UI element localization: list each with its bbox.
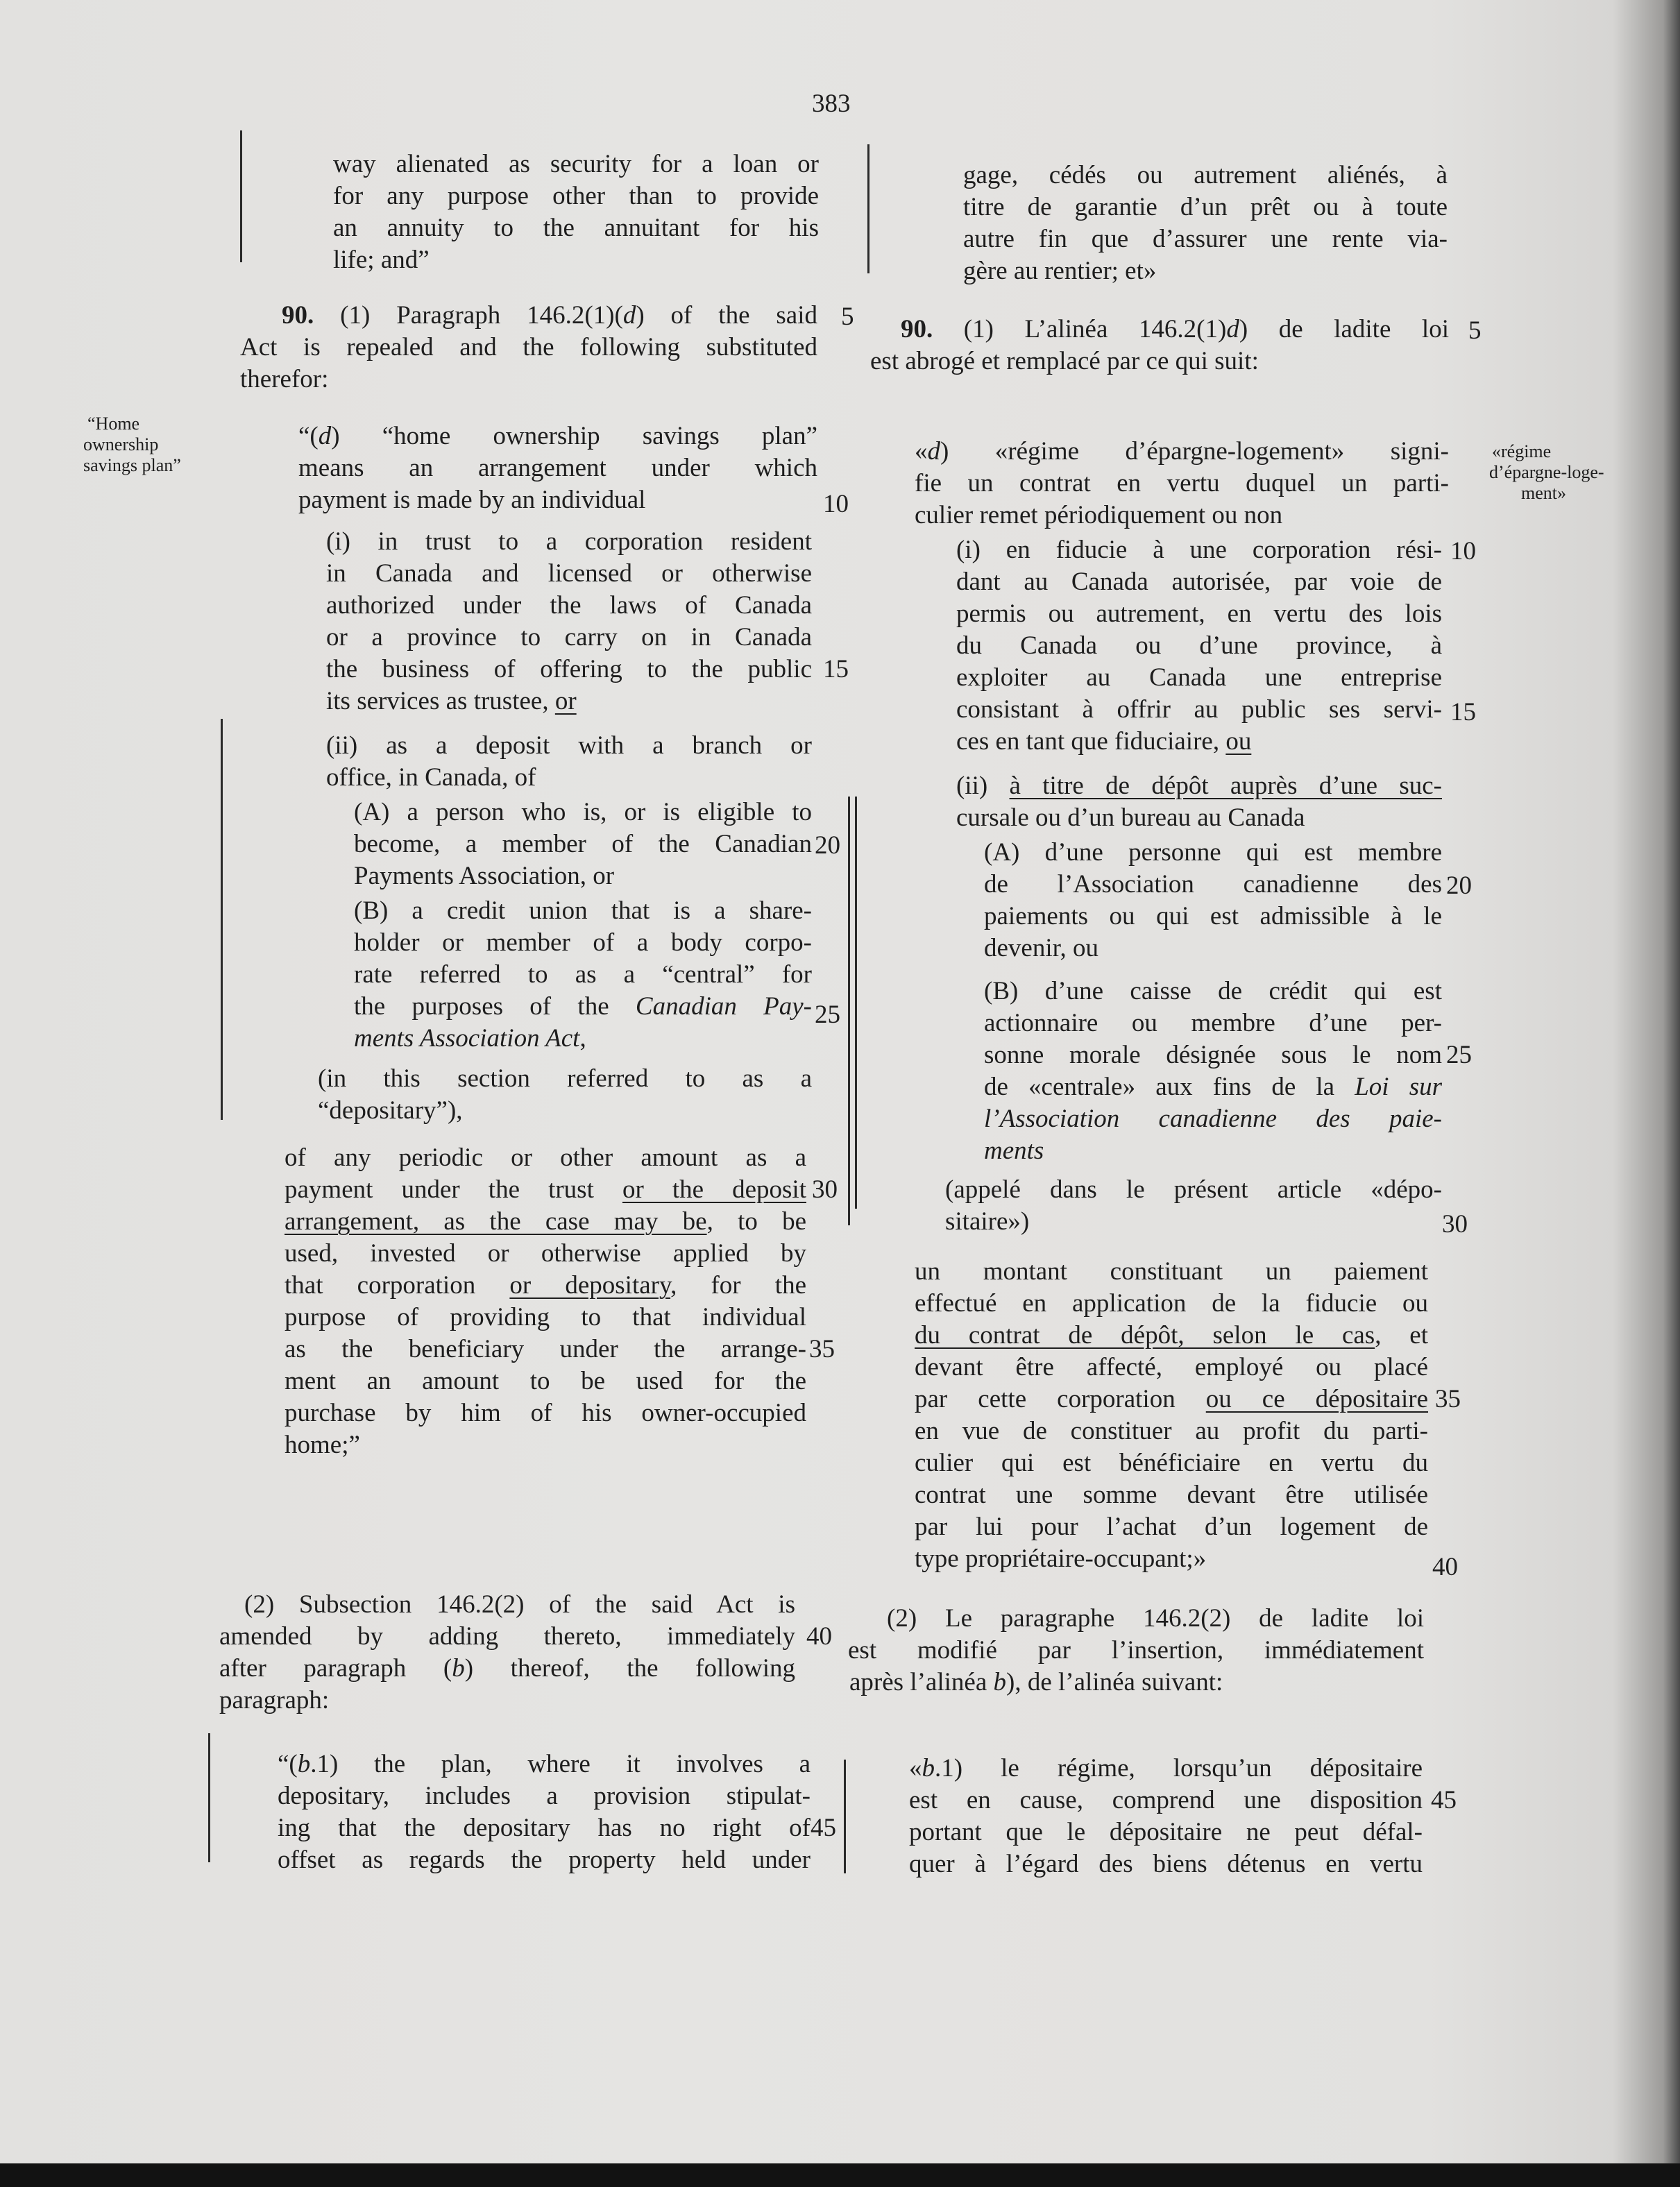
fr-tail: un montant constituant un paiement effectué en application de la fiducie ou du contrat de dépôt, selon le cas, et devant être affecté, employé ou placé par cette corporation ou ce dépositaire en vue de constituer au profit du parti- culier qui est bénéficiaire en vertu du contrat une somme devant être utilisée par lui pour l’achat d’un logement de type propriétaire-occupant;» — [915, 1257, 1429, 1573]
fr-line-number: 35 — [1435, 1385, 1461, 1413]
en-item-i: (i) in trust to a corporation resident in Canada and licensed or otherwise authorized under the laws of Canada or a province to carry on in Canada the business of offering to the public its services as trustee, or — [326, 527, 812, 715]
en-line-number: 5 — [841, 303, 854, 331]
en-tail: of any periodic or other amount as a payment under the trust or the deposit arrangement, as the case may be, to be used, invested or otherwise applied by that corporation or depositary, for the purpose of providing to that individual as the beneficiary under the arrange- ment an amount to be used for the purchase by him of his owner-occupied home;” — [285, 1143, 806, 1459]
revision-bar — [221, 719, 223, 1120]
revision-bar — [844, 1760, 846, 1873]
en-item-B: (B) a credit union that is a share- holder or member of a body corpo- rate referred to as a “central” for the purposes of the Canadian Pay- ments Association Act, — [354, 896, 812, 1053]
en-depositary: (in this section referred to as a “depositary”), — [318, 1064, 812, 1125]
fr-section-90-1: 90. (1) L’alinéa 146.2(1)d) de ladite loi est abrogé et remplacé par ce qui suit: — [870, 315, 1449, 375]
en-line-number: 10 — [823, 490, 849, 518]
revision-bar — [855, 797, 857, 1209]
en-line-number: 30 — [812, 1175, 838, 1204]
en-item-ii: (ii) as a deposit with a branch or office, in Canada, of — [326, 731, 812, 792]
fr-item-A: (A) d’une personne qui est membre de l’Association canadienne des paiements ou qui est admissible à le devenir, ou — [984, 838, 1442, 962]
fr-margin-note: «régime d’épargne-loge- ment» — [1489, 441, 1604, 503]
en-section-90-1: 90. (1) Paragraph 146.2(1)(d) of the said Act is repealed and the following substituted therefor: — [240, 301, 818, 393]
revision-bar — [867, 144, 869, 273]
fr-item-B: (B) d’une caisse de crédit qui est actionnaire ou membre d’une per- sonne morale désignée sous le nom de «centrale» aux fins de la Loi sur l’Association canadienne des paie- ments — [984, 977, 1443, 1165]
en-line-number: 35 — [809, 1335, 835, 1363]
revision-bar — [208, 1733, 210, 1862]
scan-bottom-edge — [0, 2163, 1680, 2187]
fr-line-number: 10 — [1450, 537, 1476, 565]
en-continuation: way alienated as security for a loan or for any purpose other than to provide an annuity to the annuitant for his life; and” — [333, 150, 819, 274]
fr-depositary: (appelé dans le présent article «dépo- sitaire») — [945, 1175, 1442, 1236]
revision-bar — [240, 130, 242, 262]
en-section-90-2: (2) Subsection 146.2(2) of the said Act is amended by adding thereto, immediately after paragraph (b) thereof, the following paragraph: — [219, 1590, 796, 1714]
en-b1: “(b.1) the plan, where it involves a depositary, includes a provision stipulat- ing that the depositary has no right of offset as regards the property held under — [278, 1750, 811, 1874]
fr-section-90-2: (2) Le paragraphe 146.2(2) de ladite loi est modifié par l’insertion, immédiatement après l’alinéa b), de l’alinéa suivant: — [848, 1604, 1424, 1696]
fr-b1: «b.1) le régime, lorsqu’un dépositaire est en cause, comprend une disposition portant que le dépositaire ne peut défal- quer à l’égard des biens détenus en vertu — [909, 1754, 1423, 1878]
en-line-number: 40 — [806, 1622, 832, 1651]
en-line-number: 20 — [815, 831, 840, 860]
revision-bar — [848, 797, 850, 1225]
fr-line-number: 5 — [1468, 316, 1482, 345]
fr-line-number: 15 — [1450, 698, 1476, 726]
fr-continuation: gage, cédés ou autrement aliénés, à titre de garantie d’un prêt ou à toute autre fin que d’assurer une rente via- gère au rentier; et» — [963, 161, 1448, 285]
fr-line-number: 30 — [1442, 1210, 1468, 1239]
fr-item-ii: (ii) à titre de dépôt auprès d’une suc- cursale ou d’un bureau au Canada — [956, 772, 1443, 832]
en-line-number: 15 — [823, 655, 849, 683]
fr-item-i: (i) en fiducie à une corporation rési- dant au Canada autorisée, par voie de permis ou autrement, en vertu des lois du Canada ou d’une province, à exploiter au Canada une entreprise consistant à offrir au public ses servi- ces en tant que fiduciaire, ou — [956, 536, 1442, 756]
fr-line-number: 45 — [1431, 1786, 1457, 1814]
en-line-number: 25 — [815, 1001, 840, 1029]
en-definition-d: “(d) “home ownership savings plan” means an arrangement under which payment is made by an individual — [298, 422, 817, 514]
en-item-A: (A) a person who is, or is eligible to become, a member of the Canadian Payments Association, or — [354, 798, 812, 890]
fr-line-number: 40 — [1432, 1553, 1458, 1581]
en-margin-note: “Home ownership savings plan” — [83, 414, 181, 475]
en-line-number: 45 — [811, 1814, 836, 1842]
fr-line-number: 20 — [1446, 871, 1472, 900]
fr-definition-d: «d) «régime d’épargne-logement» signi- fie un contrat en vertu duquel un parti- culier remet périodiquement ou non — [915, 437, 1449, 529]
page-number: 383 — [812, 90, 851, 118]
fr-line-number: 25 — [1446, 1041, 1472, 1069]
